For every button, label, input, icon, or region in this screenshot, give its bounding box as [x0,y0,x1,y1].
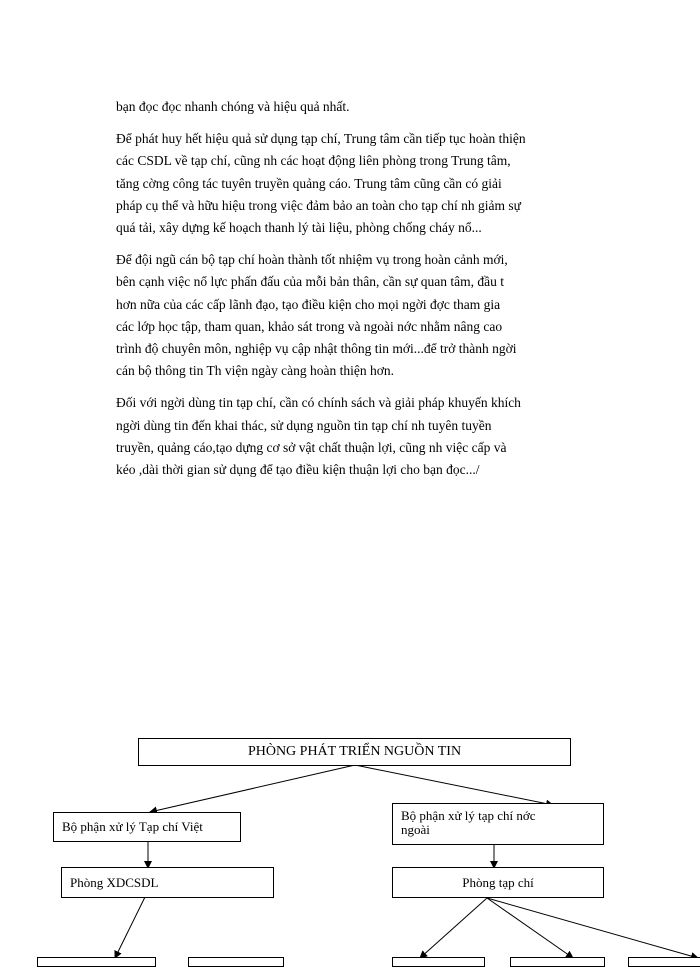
box-right-child-label: Phòng tạp chí [462,874,534,890]
connector-tapchi-1 [420,898,487,958]
box-left-branch [53,812,241,842]
box-root [138,738,571,766]
paragraph-2: Để phát huy hết hiệu quả sử dụng tạp chí, Trung tâm cần tiếp tục hoàn thiện các CSDL về tạp chí, cũng nh các hoạt động liên phòng trong Trung tâm, tăng cờng công tác tuyên truyền quảng cáo. Trung tâm cũng cần có giải pháp cụ thể và hữu hiệu trong việc đảm bảo an toàn cho tạp chí nh giảm sự quá tải, xây dựng kế hoạch thanh lý tài liệu, phòng chống cháy nổ... [116,131,526,236]
box-root-label: PHÒNG PHÁT TRIỂN NGUỒN TIN [247,744,462,759]
connector-xdcsdl-down [115,897,145,958]
box-bottom-5 [628,957,700,967]
box-left-child-label: Phòng XDCSDL [70,874,159,890]
box-right-child [392,867,604,898]
connector-tapchi-3 [487,898,698,958]
box-bottom-2 [188,957,284,967]
box-bottom-1 [37,957,156,967]
box-left-child [61,867,274,898]
paragraph-3: Để đội ngũ cán bộ tạp chí hoàn thành tốt nhiệm vụ trong hoàn cảnh mới, bên cạnh việc nổ lực phấn đấu của mỗi bản thân, cần sự quan tâm, đầu t hơn nữa của các cấp lãnh đạo, tạo điều kiện cho mọi ngời đợc tham gia các lớp học tập, tham quan, khảo sát trong và ngoài nớc nhằm nâng cao trình độ chuyên môn, nghiệp vụ cập nhật thông tin mới...để trở thành ngời cán bộ thông tin Th viện ngày càng hoàn thiện hơn. [116,252,517,379]
connector-tapchi-2 [487,898,573,958]
paragraph-4: Đối với ngời dùng tin tạp chí, cần có chính sách và giải pháp khuyến khích ngời dùng tin đến khai thác, sử dụng nguồn tin tạp chí nh tuyên tuyền truyền, quảng cáo,tạo dựng cơ sở vật chất thuận lợi, cũng nh việc cấp và kéo ,dài thời gian sử dụng để tạo điều kiện thuận lợi cho bạn đọc.../ [116,395,521,478]
box-right-branch [392,803,604,845]
box-bottom-4 [510,957,605,967]
connector-root-left [150,765,355,812]
connector-root-right [355,765,553,805]
box-right-branch-label: Bộ phận xử lý tạp chí nớc ngoài [401,808,536,837]
box-left-branch-label: Bộ phận xử lý Tạp chí Việt [62,819,203,834]
box-bottom-3 [392,957,485,967]
paragraph-1: bạn đọc đọc nhanh chóng và hiệu quả nhất. [116,99,350,114]
